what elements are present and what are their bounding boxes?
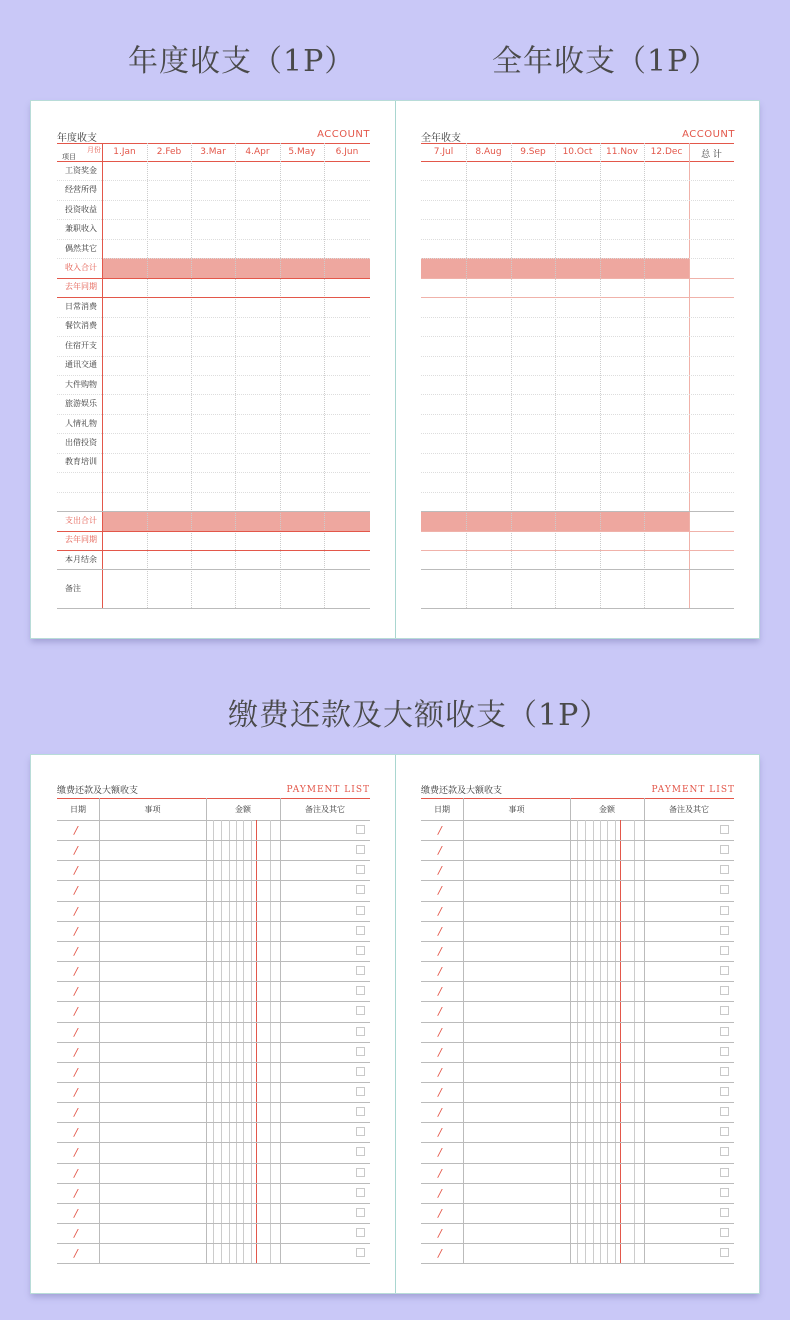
payment-page-title: 缴费还款及大额收支	[421, 786, 503, 796]
checkbox	[356, 845, 365, 854]
rule-line	[421, 356, 734, 357]
rule-line	[421, 1102, 734, 1103]
row-label: 日常消费	[65, 301, 97, 311]
row-label: 备注	[65, 583, 81, 593]
rule-line	[421, 1022, 734, 1023]
checkbox	[720, 966, 729, 975]
rule-line	[57, 278, 370, 279]
checkbox	[720, 946, 729, 955]
rule-line	[57, 860, 370, 861]
rule-line	[421, 1001, 734, 1002]
rule-line	[421, 161, 734, 162]
rule-line	[421, 317, 734, 318]
rule-line	[421, 511, 734, 512]
rule-line	[57, 1142, 370, 1143]
checkbox	[356, 1107, 365, 1116]
date-slash: /	[74, 1106, 78, 1120]
row-label: 偶然其它	[65, 243, 97, 253]
column-line	[280, 798, 281, 1263]
rule-line	[57, 414, 370, 415]
date-slash: /	[74, 1247, 78, 1261]
full-year-heading: 全年收支（1P）	[492, 44, 720, 79]
payment-page-label: PAYMENT LIST	[651, 785, 735, 795]
rule-line	[57, 1243, 370, 1244]
checkbox	[720, 865, 729, 874]
rule-line	[57, 840, 370, 841]
month-header: 1.Jan	[113, 147, 136, 157]
rule-line	[57, 1042, 370, 1043]
rule-line	[421, 336, 734, 337]
rule-line	[57, 492, 370, 493]
rule-line	[421, 880, 734, 881]
date-slash: /	[438, 944, 442, 958]
checkbox	[356, 1208, 365, 1217]
date-slash: /	[74, 924, 78, 938]
rule-line	[57, 1082, 370, 1083]
month-header: 11.Nov	[606, 147, 638, 157]
date-slash: /	[74, 1126, 78, 1140]
checkbox	[720, 1248, 729, 1257]
rule-line	[421, 921, 734, 922]
rule-line	[421, 180, 734, 181]
rule-line	[421, 375, 734, 376]
rule-line	[421, 472, 734, 473]
date-slash: /	[438, 884, 442, 898]
rule-line	[421, 550, 734, 551]
column-line	[206, 798, 207, 1263]
month-header: 4.Apr	[245, 147, 270, 157]
row-label: 住宿开支	[65, 340, 97, 350]
full-year-page-label: ACCOUNT	[682, 129, 735, 140]
total-header: 总 计	[701, 150, 722, 160]
rule-line	[57, 921, 370, 922]
checkbox	[720, 1208, 729, 1217]
date-slash: /	[438, 985, 442, 999]
checkbox	[356, 1168, 365, 1177]
rule-line	[57, 394, 370, 395]
column-line	[644, 798, 645, 1263]
date-slash: /	[74, 985, 78, 999]
rule-line	[421, 492, 734, 493]
rule-line	[57, 961, 370, 962]
rule-line	[57, 356, 370, 357]
rule-line	[421, 531, 734, 532]
month-header: 8.Aug	[475, 147, 502, 157]
row-label: 工资奖金	[65, 165, 97, 175]
rule-line	[57, 1263, 370, 1264]
rule-line	[57, 550, 370, 551]
checkbox	[720, 926, 729, 935]
column-line	[463, 798, 464, 1263]
checkbox	[356, 966, 365, 975]
rule-line	[421, 414, 734, 415]
rule-line	[57, 1102, 370, 1103]
rule-line	[421, 1042, 734, 1043]
date-slash: /	[74, 1005, 78, 1019]
checkbox	[720, 1006, 729, 1015]
corner-item-label: 项目	[62, 153, 76, 161]
date-slash: /	[74, 1227, 78, 1240]
rule-line	[421, 1122, 734, 1123]
checkbox	[720, 986, 729, 995]
date-slash: /	[74, 1025, 78, 1039]
rule-line	[421, 901, 734, 902]
rule-line	[421, 981, 734, 982]
annual-page-title: 年度收支	[57, 133, 97, 144]
rule-line	[421, 1263, 734, 1264]
date-slash: /	[74, 1146, 78, 1160]
checkbox	[720, 906, 729, 915]
rule-line	[57, 1062, 370, 1063]
date-slash: /	[438, 1247, 442, 1261]
rule-line	[57, 433, 370, 434]
rule-line	[57, 180, 370, 181]
rule-line	[421, 1142, 734, 1143]
row-label: 人情礼物	[65, 418, 97, 428]
rule-line	[421, 297, 734, 298]
date-slash: /	[438, 1166, 442, 1180]
rule-line	[421, 840, 734, 841]
date-slash: /	[438, 904, 442, 918]
corner-month-label: 月份	[87, 146, 101, 154]
date-slash: /	[74, 884, 78, 898]
date-slash: /	[438, 1206, 442, 1220]
checkbox	[356, 1248, 365, 1257]
rule-line	[421, 394, 734, 395]
rule-line	[421, 941, 734, 942]
date-slash: /	[74, 1206, 78, 1220]
rule-line	[421, 433, 734, 434]
column-header: 事项	[508, 805, 525, 814]
checkbox	[720, 845, 729, 854]
date-slash: /	[438, 924, 442, 938]
rule-line	[57, 258, 370, 259]
date-slash: /	[74, 1186, 78, 1200]
checkbox	[720, 1087, 729, 1096]
month-header: 6.Jun	[335, 147, 359, 157]
date-slash: /	[74, 944, 78, 958]
rule-line	[57, 472, 370, 473]
rule-line	[57, 375, 370, 376]
rule-line	[57, 941, 370, 942]
date-slash: /	[438, 1106, 442, 1120]
rule-line	[57, 219, 370, 220]
checkbox	[720, 1127, 729, 1136]
row-label: 本月结余	[65, 554, 97, 564]
row-label: 投资收益	[65, 204, 97, 214]
row-label: 经营所得	[65, 185, 97, 195]
month-header: 2.Feb	[156, 147, 182, 157]
date-slash: /	[438, 844, 442, 858]
rule-line	[421, 258, 734, 259]
rule-line	[57, 336, 370, 337]
column-header: 金额	[235, 805, 251, 814]
annual-page-label: ACCOUNT	[317, 129, 370, 140]
rule-line	[57, 569, 370, 570]
checkbox	[356, 986, 365, 995]
rule-line	[57, 880, 370, 881]
column-header: 事项	[144, 805, 161, 814]
rule-line	[57, 1163, 370, 1164]
row-label: 收入合计	[65, 262, 97, 272]
rule-line	[57, 200, 370, 201]
column-header: 备注及其它	[669, 805, 709, 814]
date-slash: /	[74, 824, 78, 837]
date-slash: /	[438, 1126, 442, 1140]
row-label: 兼职收入	[65, 224, 97, 234]
checkbox	[356, 906, 365, 915]
date-slash: /	[438, 1227, 442, 1240]
checkbox	[356, 1047, 365, 1056]
row-label: 去年同期	[65, 535, 97, 545]
date-slash: /	[438, 1005, 442, 1019]
checkbox	[356, 1228, 365, 1237]
column-line	[570, 798, 571, 1263]
row-label: 旅游娱乐	[65, 399, 97, 409]
rule-line	[57, 1022, 370, 1023]
date-slash: /	[438, 1085, 442, 1099]
date-slash: /	[74, 1166, 78, 1180]
checkbox	[720, 825, 729, 834]
checkbox	[720, 1027, 729, 1036]
rule-line	[57, 981, 370, 982]
annual-heading: 年度收支（1P）	[128, 44, 356, 79]
rule-line	[57, 1203, 370, 1204]
checkbox	[720, 1147, 729, 1156]
rule-line	[421, 239, 734, 240]
rule-line	[57, 297, 370, 298]
checkbox	[720, 1168, 729, 1177]
date-slash: /	[74, 844, 78, 858]
rule-line	[421, 569, 734, 570]
checkbox	[356, 1087, 365, 1096]
month-header: 10.Oct	[562, 147, 593, 157]
date-slash: /	[438, 1065, 442, 1079]
month-header: 12.Dec	[650, 147, 683, 157]
date-slash: /	[438, 1025, 442, 1039]
rule-line	[57, 453, 370, 454]
date-slash: /	[74, 904, 78, 918]
month-header: 7.Jul	[433, 147, 454, 157]
column-header: 备注及其它	[305, 805, 345, 814]
checkbox	[720, 1107, 729, 1116]
checkbox	[720, 1228, 729, 1237]
row-label: 通讯交通	[65, 360, 97, 370]
rule-line	[421, 1082, 734, 1083]
rule-line	[421, 860, 734, 861]
full-year-page	[395, 101, 760, 638]
rule-line	[421, 1243, 734, 1244]
date-slash: /	[438, 965, 442, 979]
rule-line	[57, 901, 370, 902]
date-slash: /	[74, 1045, 78, 1059]
full-year-page-title: 全年收支	[421, 133, 461, 144]
month-header: 9.Sep	[520, 147, 546, 157]
rule-line	[421, 608, 734, 609]
date-slash: /	[438, 1045, 442, 1059]
rule-line	[421, 1223, 734, 1224]
rule-line	[421, 200, 734, 201]
rule-line	[57, 798, 370, 799]
checkbox	[356, 1006, 365, 1015]
date-slash: /	[74, 1085, 78, 1099]
date-slash: /	[438, 1146, 442, 1160]
month-header: 3.Mar	[200, 147, 226, 157]
row-label: 出借投资	[65, 438, 97, 448]
checkbox	[356, 865, 365, 874]
rule-line	[57, 317, 370, 318]
checkbox	[356, 926, 365, 935]
payment-page-left	[31, 755, 395, 1293]
payment-spread	[31, 755, 759, 1293]
payment-page-right	[395, 755, 760, 1293]
checkbox	[356, 1188, 365, 1197]
rule-line	[421, 1183, 734, 1184]
payment-page-label: PAYMENT LIST	[286, 785, 370, 795]
date-slash: /	[74, 1065, 78, 1079]
row-label: 教育培训	[65, 457, 97, 467]
rule-line	[421, 278, 734, 279]
date-slash: /	[74, 864, 78, 878]
rule-line	[421, 1163, 734, 1164]
checkbox	[720, 1188, 729, 1197]
checkbox	[720, 1047, 729, 1056]
rule-line	[421, 219, 734, 220]
checkbox	[356, 1027, 365, 1036]
date-slash: /	[438, 824, 442, 837]
total-band	[102, 511, 370, 530]
rule-line	[57, 531, 370, 532]
checkbox	[356, 825, 365, 834]
rule-line	[57, 1183, 370, 1184]
rule-line	[57, 239, 370, 240]
date-slash: /	[74, 965, 78, 979]
total-band	[102, 258, 370, 277]
column-header: 金额	[599, 805, 615, 814]
annual-spread	[31, 101, 759, 638]
rule-line	[421, 453, 734, 454]
checkbox	[356, 1067, 365, 1076]
checkbox	[356, 946, 365, 955]
row-label: 去年同期	[65, 282, 97, 292]
rule-line	[421, 961, 734, 962]
payment-page-title: 缴费还款及大额收支	[57, 786, 139, 796]
checkbox	[356, 1147, 365, 1156]
row-label: 支出合计	[65, 515, 97, 525]
checkbox	[356, 1127, 365, 1136]
date-slash: /	[438, 1186, 442, 1200]
date-slash: /	[438, 864, 442, 878]
annual-page	[31, 101, 395, 638]
rule-line	[421, 798, 734, 799]
rule-line	[57, 1001, 370, 1002]
rule-line	[57, 1223, 370, 1224]
column-line	[99, 798, 100, 1263]
rule-line	[57, 511, 370, 512]
checkbox	[720, 1067, 729, 1076]
column-header: 日期	[434, 805, 450, 814]
checkbox	[720, 885, 729, 894]
month-header: 5.May	[288, 147, 316, 157]
checkbox	[356, 885, 365, 894]
rule-line	[421, 143, 734, 144]
row-label: 大件购物	[65, 379, 97, 389]
column-header: 日期	[70, 805, 86, 814]
rule-line	[421, 1203, 734, 1204]
row-label: 餐饮消费	[65, 321, 97, 331]
rule-line	[421, 1062, 734, 1063]
rule-line	[57, 608, 370, 609]
rule-line	[57, 1122, 370, 1123]
payment-heading: 缴费还款及大额收支（1P）	[228, 698, 611, 733]
